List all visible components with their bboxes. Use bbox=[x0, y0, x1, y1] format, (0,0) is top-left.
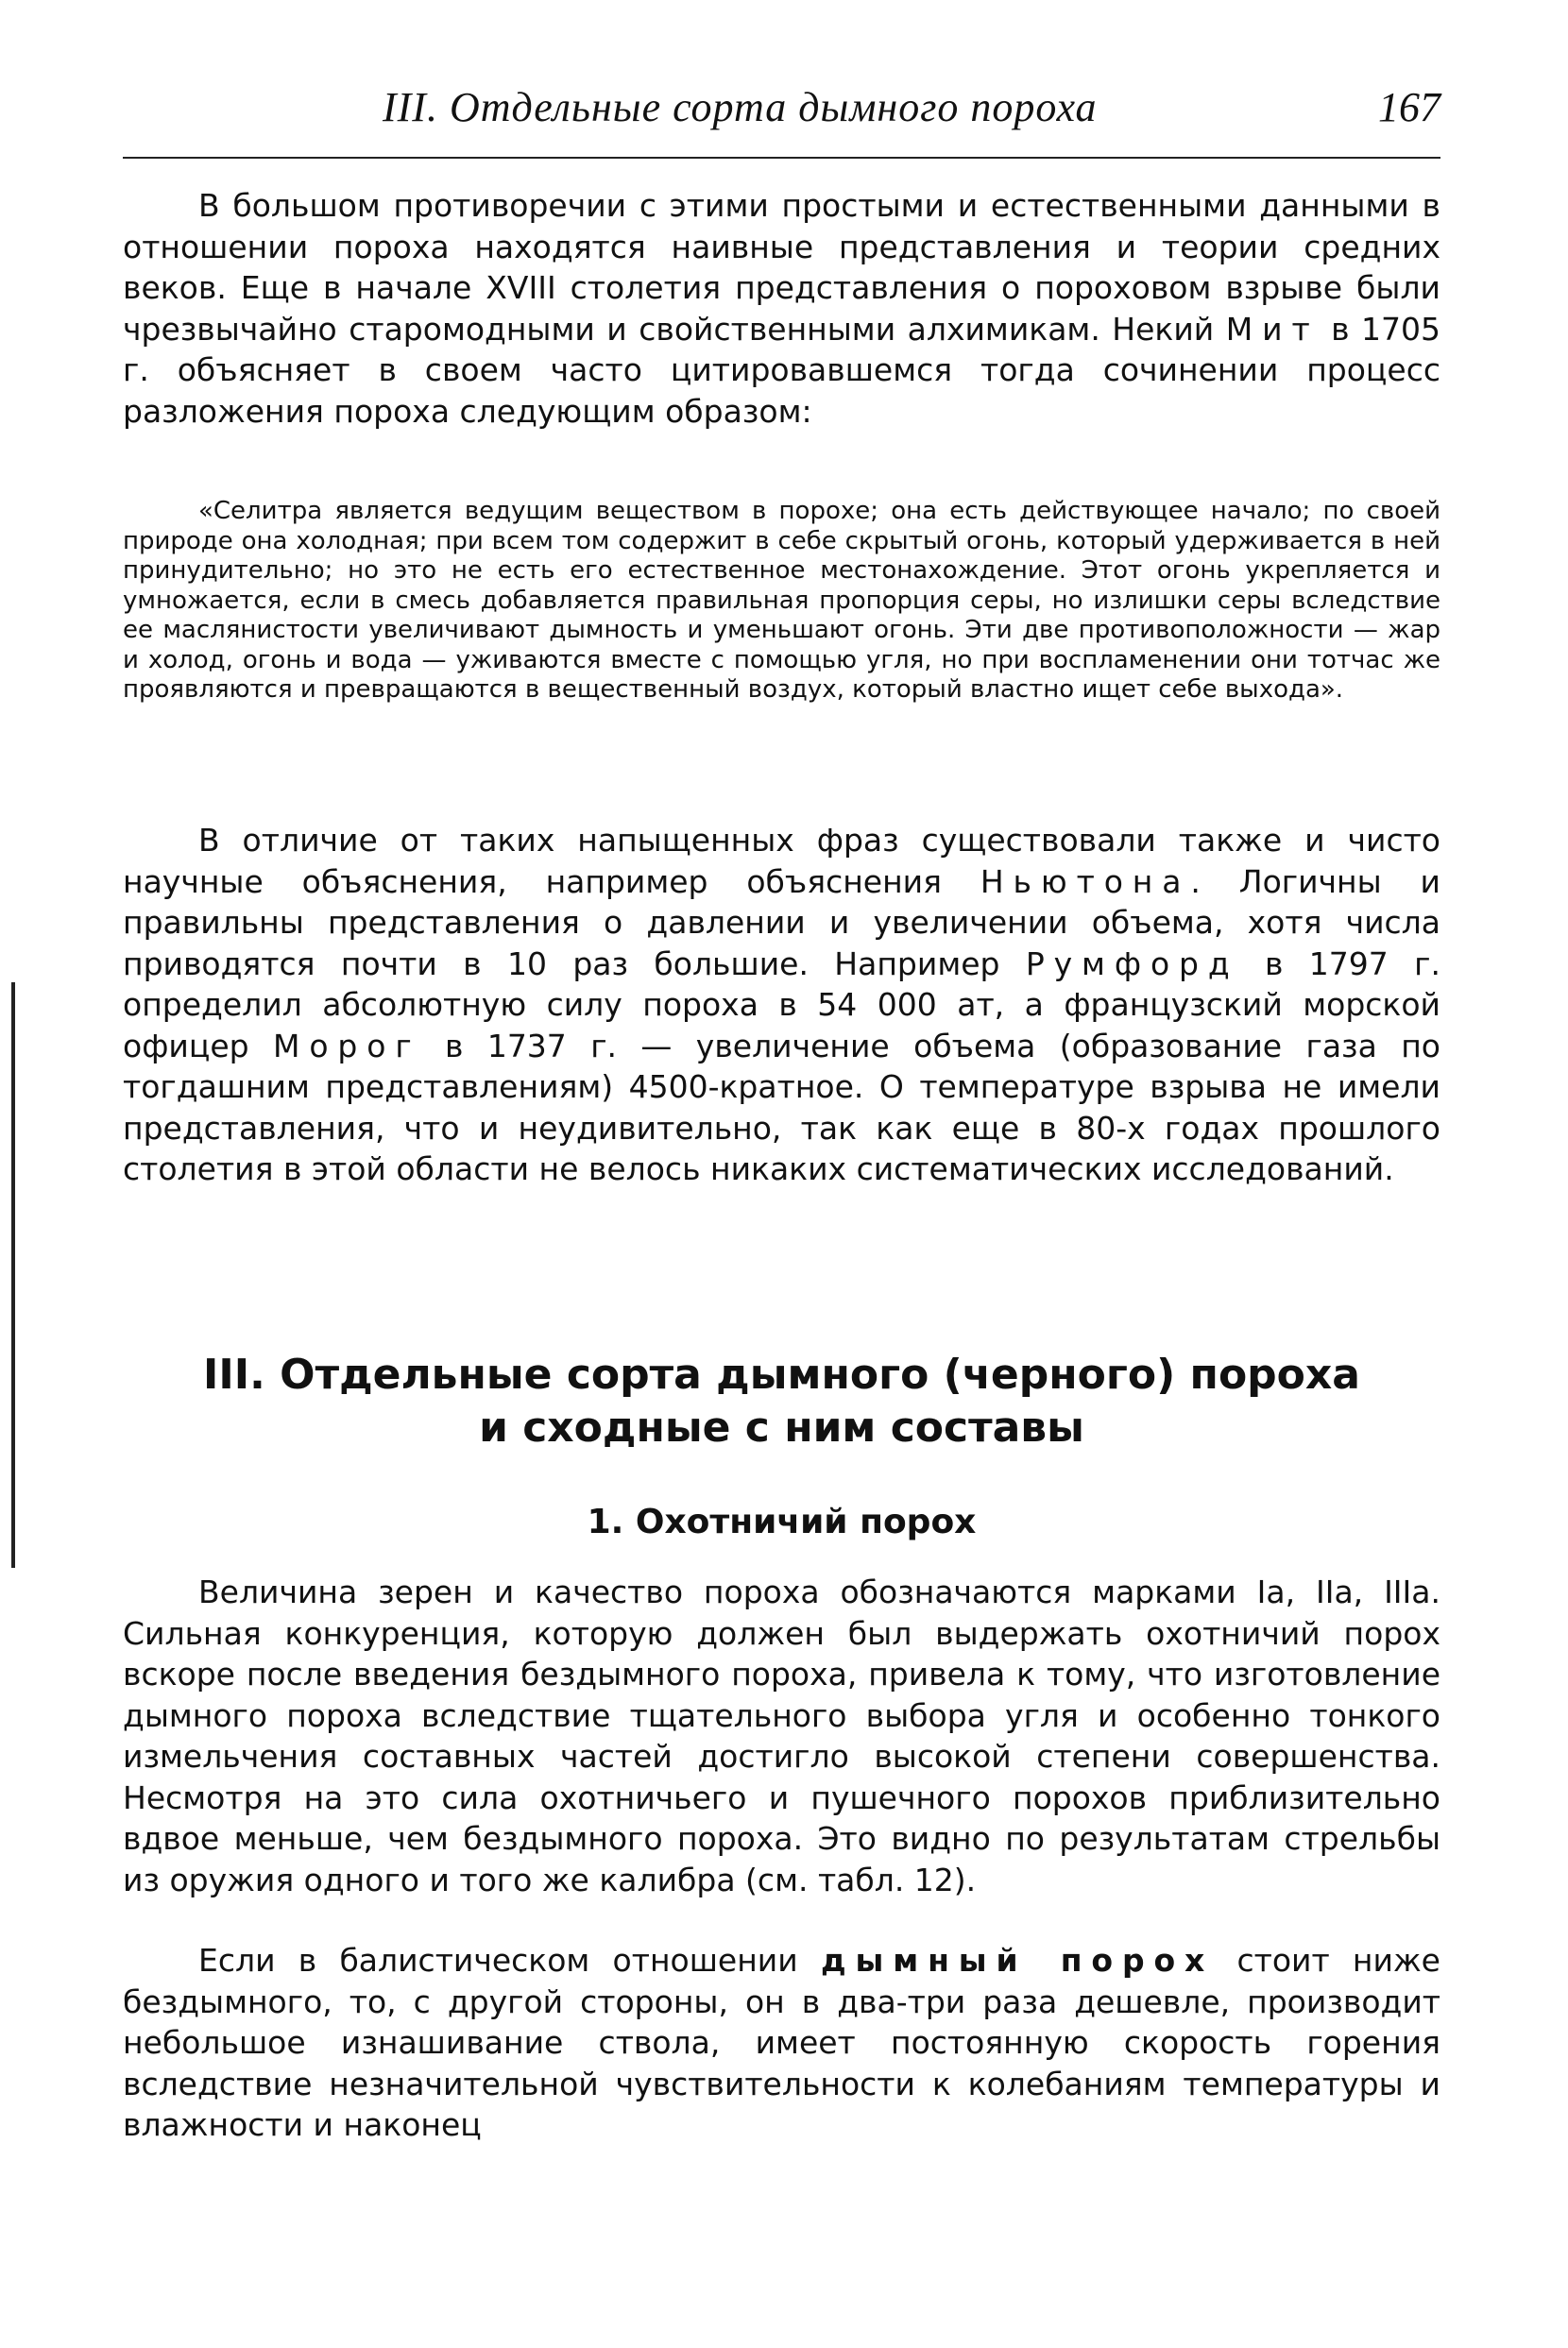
paragraph-hunting-powder bbox=[123, 1572, 1440, 1900]
author-name-morog: Морог bbox=[272, 1027, 421, 1064]
paragraph-intro-text bbox=[123, 185, 1440, 432]
emphasis-smoky-powder: дымный порох bbox=[820, 1942, 1215, 1979]
quotation-text: «Селитра является ведущим веществом в порохе; она есть действующее начало; по своей природе она холодная; при всем том содержит в себе скрытый огонь, который удерживается в ней принудительно; но это не есть его естественное местонахождение. Этот огонь укрепляется и умножается, если в смесь добавляется правильная пропорция серы, но излишки серы вследствие ее маслянистости увеличивают дымность и уменьшают огонь. Эти две противоположности — жар и холод, огонь и вода — уживаются вместе с помощью угля, но при воспламенении они тотчас же проявляются и превращаются в вещественный воздух, который властно ищет себе выхода». bbox=[123, 497, 1440, 704]
section-heading-block bbox=[123, 1349, 1440, 1455]
paragraph-comparison-text bbox=[123, 1940, 1440, 2146]
paragraph-scientific bbox=[123, 820, 1440, 1190]
paragraph-scientific-part1: В отличие от таких напыщенных фраз существовали также и чисто научные объяснения, например объяснения bbox=[123, 822, 1440, 900]
quotation bbox=[123, 497, 1440, 706]
section-heading-line1: III. Отдельные сорта дымного (черного) пороха bbox=[203, 1351, 1360, 1399]
paragraph-intro bbox=[123, 185, 1440, 432]
margin-scan-mark bbox=[11, 982, 15, 1568]
section-heading-line2: и сходные с ним составы bbox=[479, 1404, 1084, 1452]
paragraph-comparison-part1: Если в балистическом отношении bbox=[198, 1942, 821, 1979]
page-number: 167 bbox=[1378, 84, 1440, 130]
paragraph-intro-part1: В большом противоречии с этими простыми и естественными данными в отношении пороха находятся наивные представления и теории средних веков. Еще в начале XVIII столетия представления о пороховом взрыве были чрезвычайно старомодными и свойственными алхимикам. Некий bbox=[123, 187, 1440, 348]
paragraph-scientific-part3: в 1797 г. определил абсолютную силу пороха в 54 000 ат, а французский морской офицер bbox=[123, 944, 1440, 1064]
paragraph-scientific-part2: . Логичны и правильны представления о давлении и увеличении объема, хотя числа приводятся почти в 10 раз большие. Например bbox=[123, 862, 1440, 982]
header-rule bbox=[123, 157, 1440, 159]
paragraph-intro-part2: в 1705 г. объясняет в своем часто цитировавшемся тогда сочинении процесс разложения пороха следующим образом: bbox=[123, 310, 1440, 430]
author-name-newton: Ньютона bbox=[980, 862, 1191, 900]
author-name-mit: Мит bbox=[1225, 310, 1320, 348]
subsection-heading: 1. Охотничий порох bbox=[587, 1503, 977, 1541]
paragraph-scientific-text bbox=[123, 820, 1440, 1190]
paragraph-comparison-part2: стоит ниже бездымного, то, с другой стороны, он в два-три раза дешевле, производит небольшое изнашивание ствола, имеет постоянную скорость горения вследствие незначительной чувствительности к колебаниям температуры и влажности и наконец bbox=[123, 1942, 1440, 2143]
paragraph-hunting-powder-text: Величина зерен и качество пороха обозначаются марками Ia, IIa, IIIa. Сильная конкуренция, которую должен был выдержать охотничий порох вскоре после введения бездымного пороха, привела к тому, что изготовление дымного пороха вследствие тщательного выбора угля и особенно тонкого измельчения составных частей достигло высокой степени совершенства. Несмотря на это сила охотничьего и пушечного порохов приблизительно вдвое меньше, чем бездымного пороха. Это видно по результатам стрельбы из оружия одного и того же калибра (см. табл. 12). bbox=[123, 1574, 1440, 1898]
running-title: III. Отдельные сорта дымного пороха bbox=[383, 84, 1098, 130]
subsection-heading-block bbox=[123, 1502, 1440, 1543]
running-head bbox=[123, 83, 1440, 140]
author-name-rumford: Румфорд bbox=[1025, 944, 1239, 982]
paragraph-comparison bbox=[123, 1940, 1440, 2146]
paragraph-scientific-part4: в 1737 г. — увеличение объема (образование газа по тогдашним представлениям) 4500-кратное. О температуре взрыва не имели представления, что и неудивительно, так как еще в 80-х годах прошлого столетия в этой области не велось никаких систематических исследований. bbox=[123, 1027, 1440, 1187]
